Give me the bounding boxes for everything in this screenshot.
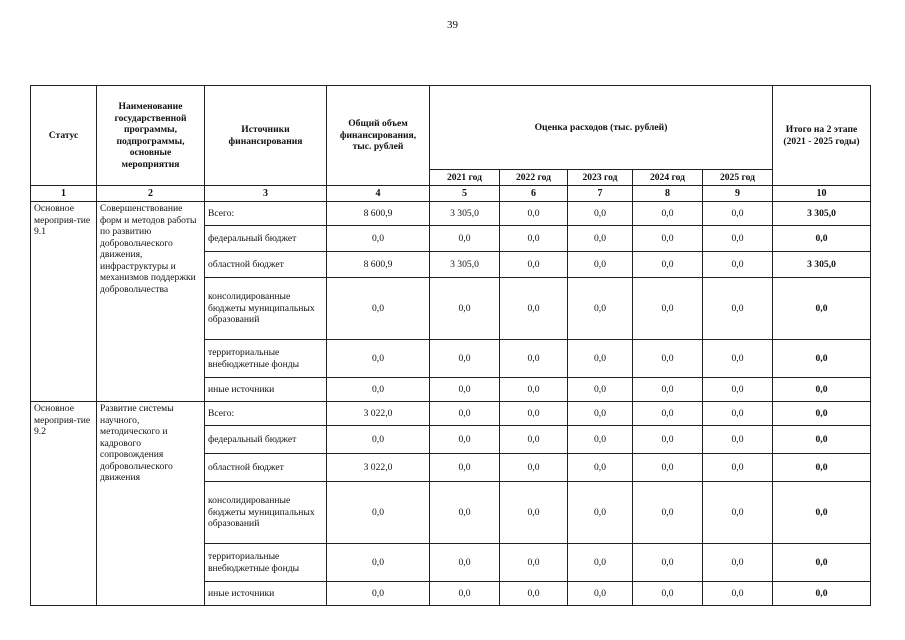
stage-total-cell: 0,0	[773, 340, 871, 378]
year-2022-cell: 0,0	[500, 402, 568, 426]
total-cell: 0,0	[327, 226, 430, 252]
measure-status: Основное мероприя-тие 9.1	[31, 202, 97, 402]
year-2021-cell: 0,0	[430, 482, 500, 544]
source-label: областной бюджет	[205, 252, 327, 278]
year-2021-cell: 0,0	[430, 226, 500, 252]
year-2025-cell: 0,0	[703, 402, 773, 426]
total-cell: 8 600,9	[327, 252, 430, 278]
column-number: 2	[97, 186, 205, 202]
header-year-2025: 2025 год	[703, 170, 773, 186]
year-2025-cell: 0,0	[703, 544, 773, 582]
stage-total-cell: 0,0	[773, 582, 871, 606]
year-2022-cell: 0,0	[500, 202, 568, 226]
source-label: Всего:	[205, 402, 327, 426]
total-cell: 0,0	[327, 426, 430, 454]
column-number: 4	[327, 186, 430, 202]
column-number: 6	[500, 186, 568, 202]
column-number: 8	[633, 186, 703, 202]
year-2021-cell: 0,0	[430, 402, 500, 426]
year-2024-cell: 0,0	[633, 252, 703, 278]
header-year-2022: 2022 год	[500, 170, 568, 186]
year-2023-cell: 0,0	[568, 340, 633, 378]
year-2023-cell: 0,0	[568, 278, 633, 340]
year-2024-cell: 0,0	[633, 482, 703, 544]
total-cell: 3 022,0	[327, 454, 430, 482]
header-program-name: Наименование государственной программы, подпрограммы, основные мероприятия	[97, 86, 205, 186]
year-2025-cell: 0,0	[703, 582, 773, 606]
stage-total-cell: 0,0	[773, 402, 871, 426]
year-2025-cell: 0,0	[703, 426, 773, 454]
year-2023-cell: 0,0	[568, 482, 633, 544]
measure-status: Основное мероприя-тие 9.2	[31, 402, 97, 606]
year-2022-cell: 0,0	[500, 226, 568, 252]
year-2022-cell: 0,0	[500, 454, 568, 482]
year-2021-cell: 3 305,0	[430, 202, 500, 226]
measure-name: Совершенствование форм и методов работы по развитию добровольческого движения, инфраструктуры и механизмов поддержки добровольчества	[97, 202, 205, 402]
total-cell: 8 600,9	[327, 202, 430, 226]
year-2025-cell: 0,0	[703, 252, 773, 278]
source-label: Всего:	[205, 202, 327, 226]
financing-table	[30, 85, 871, 606]
stage-total-cell: 0,0	[773, 226, 871, 252]
year-2024-cell: 0,0	[633, 582, 703, 606]
year-2021-cell: 0,0	[430, 278, 500, 340]
year-2023-cell: 0,0	[568, 544, 633, 582]
year-2024-cell: 0,0	[633, 278, 703, 340]
year-2023-cell: 0,0	[568, 454, 633, 482]
year-2024-cell: 0,0	[633, 402, 703, 426]
source-label: федеральный бюджет	[205, 426, 327, 454]
year-2021-cell: 0,0	[430, 582, 500, 606]
stage-total-cell: 0,0	[773, 426, 871, 454]
measure-name: Развитие системы научного, методического и кадрового сопровождения добровольческого движения	[97, 402, 205, 606]
column-number: 9	[703, 186, 773, 202]
total-cell: 0,0	[327, 544, 430, 582]
source-label: территориальные внебюджетные фонды	[205, 340, 327, 378]
column-number: 10	[773, 186, 871, 202]
year-2025-cell: 0,0	[703, 226, 773, 252]
total-cell: 3 022,0	[327, 402, 430, 426]
year-2023-cell: 0,0	[568, 426, 633, 454]
year-2023-cell: 0,0	[568, 226, 633, 252]
year-2021-cell: 3 305,0	[430, 252, 500, 278]
year-2023-cell: 0,0	[568, 582, 633, 606]
column-number: 7	[568, 186, 633, 202]
year-2023-cell: 0,0	[568, 202, 633, 226]
year-2022-cell: 0,0	[500, 426, 568, 454]
total-cell: 0,0	[327, 340, 430, 378]
header-year-2021: 2021 год	[430, 170, 500, 186]
total-cell: 0,0	[327, 378, 430, 402]
total-cell: 0,0	[327, 482, 430, 544]
header-sources: Источники финансирования	[205, 86, 327, 186]
year-2022-cell: 0,0	[500, 340, 568, 378]
year-2024-cell: 0,0	[633, 378, 703, 402]
year-2025-cell: 0,0	[703, 454, 773, 482]
year-2021-cell: 0,0	[430, 340, 500, 378]
source-label: областной бюджет	[205, 454, 327, 482]
stage-total-cell: 0,0	[773, 482, 871, 544]
year-2025-cell: 0,0	[703, 278, 773, 340]
stage-total-cell: 0,0	[773, 454, 871, 482]
column-number: 5	[430, 186, 500, 202]
column-number: 3	[205, 186, 327, 202]
year-2022-cell: 0,0	[500, 252, 568, 278]
stage-total-cell: 3 305,0	[773, 252, 871, 278]
header-total-volume: Общий объем финансирования, тыс. рублей	[327, 86, 430, 186]
stage-total-cell: 0,0	[773, 278, 871, 340]
year-2024-cell: 0,0	[633, 340, 703, 378]
year-2022-cell: 0,0	[500, 544, 568, 582]
total-cell: 0,0	[327, 582, 430, 606]
year-2024-cell: 0,0	[633, 202, 703, 226]
total-cell: 0,0	[327, 278, 430, 340]
header-stage-total: Итого на 2 этапе (2021 - 2025 годы)	[773, 86, 871, 186]
year-2022-cell: 0,0	[500, 482, 568, 544]
header-status: Статус	[31, 86, 97, 186]
column-number-row	[31, 186, 871, 202]
year-2025-cell: 0,0	[703, 202, 773, 226]
year-2022-cell: 0,0	[500, 582, 568, 606]
year-2025-cell: 0,0	[703, 378, 773, 402]
stage-total-cell: 0,0	[773, 544, 871, 582]
year-2025-cell: 0,0	[703, 340, 773, 378]
stage-total-cell: 3 305,0	[773, 202, 871, 226]
year-2021-cell: 0,0	[430, 544, 500, 582]
year-2021-cell: 0,0	[430, 426, 500, 454]
source-label: консолидированные бюджеты муниципальных образований	[205, 278, 327, 340]
year-2021-cell: 0,0	[430, 378, 500, 402]
source-label: территориальные внебюджетные фонды	[205, 544, 327, 582]
year-2024-cell: 0,0	[633, 226, 703, 252]
source-label: федеральный бюджет	[205, 226, 327, 252]
header-estimate: Оценка расходов (тыс. рублей)	[430, 86, 773, 170]
page-number: 39	[447, 19, 458, 31]
source-label: иные источники	[205, 378, 327, 402]
table-row	[31, 202, 871, 226]
header-year-2023: 2023 год	[568, 170, 633, 186]
year-2023-cell: 0,0	[568, 252, 633, 278]
year-2023-cell: 0,0	[568, 402, 633, 426]
header-year-2024: 2024 год	[633, 170, 703, 186]
year-2023-cell: 0,0	[568, 378, 633, 402]
year-2025-cell: 0,0	[703, 482, 773, 544]
year-2024-cell: 0,0	[633, 454, 703, 482]
year-2021-cell: 0,0	[430, 454, 500, 482]
year-2024-cell: 0,0	[633, 544, 703, 582]
year-2024-cell: 0,0	[633, 426, 703, 454]
table-row	[31, 402, 871, 426]
source-label: консолидированные бюджеты муниципальных образований	[205, 482, 327, 544]
source-label: иные источники	[205, 582, 327, 606]
year-2022-cell: 0,0	[500, 278, 568, 340]
column-number: 1	[31, 186, 97, 202]
stage-total-cell: 0,0	[773, 378, 871, 402]
year-2022-cell: 0,0	[500, 378, 568, 402]
